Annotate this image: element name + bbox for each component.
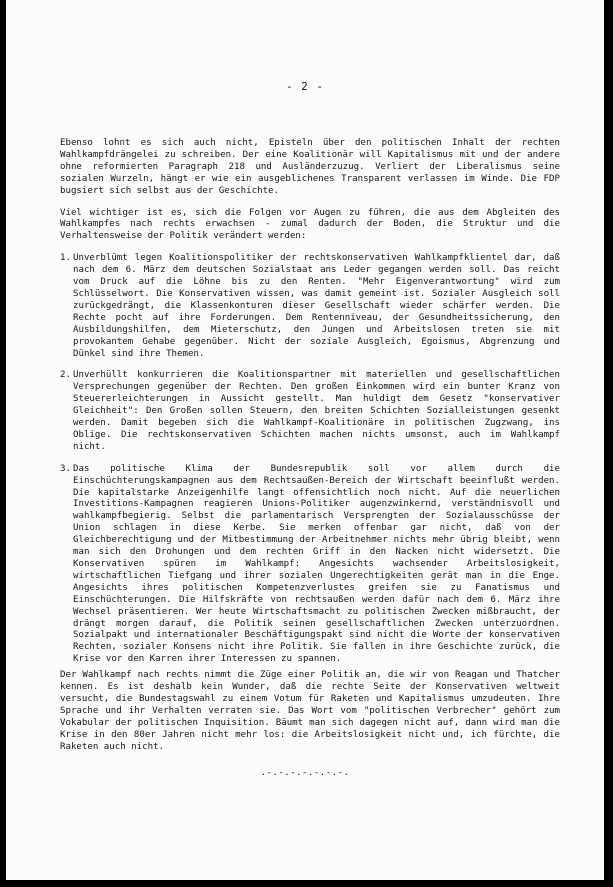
list-item-number: 1.	[60, 253, 71, 264]
list-item	[60, 370, 560, 453]
paragraph-gap	[60, 243, 560, 253]
numbered-list	[60, 253, 560, 666]
list-item-number: 2.	[60, 370, 71, 381]
paragraph-intro: Ebenso lohnt es sich auch nicht, Episteln über den politischen Inhalt der rechten Wahlkampfdrängelei zu schreiben. Der eine Koalitionär will Kapitalismus mit und der andere ohne reformierten Paragraph 218 und Ausländerzuzug. Verliert der Liberalismus seine sozialen Wurzeln, hängt er wie ein ausgeblichenes Transparent verlassen im Winde. Die FDP bugsiert sich selbst aus der Geschichte.	[60, 138, 560, 196]
list-item	[60, 253, 560, 360]
end-separator: .-.-.-.-.-.-.-.	[260, 768, 350, 778]
list-item-text: Unverblümt legen Koalitionspolitiker der rechtskonservativen Wahlkampfklientel dar, daß nach dem 6. März dem deutschen Sozialstaat ans Leder gegangen werden soll. Das reicht vom Druck auf die Löhne bis zu den Renten. "Mehr Eigenverantwortung" wird zum Schlüsselwort. Die Konservativen wissen, was damit gemeint ist. Sozialer Ausgleich soll zurückgedrängt, die Klassenkonturen dieser Gesellschaft wieder schärfer werden. Die Rechte pocht auf ihre Forderungen. Dem Rentenniveau, der Gesundheitssicherung, den Ausbildungshilfen, dem Mieterschutz, den Jungen und Arbeitslosen treten sie mit provokantem Gehabe gegenüber. Nicht der soziale Ausgleich, Egoismus, Abgrenzung und Dünkel sind ihre Themen.	[73, 253, 560, 359]
list-item-text: Unverhüllt konkurrieren die Koalitionspartner mit materiellen und gesellschaftlichen Versprechungen gegenüber der Rechten. Den großen Einkommen wird ein bunter Kranz von Steuererleichterungen in Aussicht gestellt. Man huldigt dem Gesetz "konservativer Gleichheit": Den Großen sollen Steuern, den breiten Schichten Sozialleistungen gesenkt werden. Damit begeben sich die Wahlkampf-Koalitionäre in politischen Zugzwang, ins Oblige. Die rechtskonservativen Schichten machen nichts umsonst, auch im Wahlkampf nicht.	[73, 370, 560, 452]
list-item	[60, 464, 560, 666]
paragraph-gap	[60, 454, 560, 464]
paragraph-consequences: Viel wichtiger ist es, sich die Folgen vor Augen zu führen, die aus dem Abgleiten des Wahlkampfes nach rechts erwachsen - zumal dadurch der Boden, die Struktur und die Verhaltensweise der Politik verändert werden:	[60, 207, 560, 242]
paragraph-gap	[60, 360, 560, 370]
document-page	[6, 0, 604, 880]
paragraph-conclusion: Der Wahlkampf nach rechts nimmt die Züge einer Politik an, die wir von Reagan und Thatcher kennen. Es ist deshalb kein Wunder, daß die rechte Seite der Konservativen weltweit versucht, die Bundestagswahl zu einem Votum für Raketen und Kapitalismus umzudeuten. Ihre Sprache und ihr Verhalten verraten sie. Das Wort vom "politischen Verbrecher" gehört zum Vokabular der politischen Inquisition. Bäumt man sich dagegen nicht auf, dann wird man die Krise in den 80er Jahren nicht mehr los: die Arbeitslosigkeit nicht und, ich fürchte, die Raketen auch nicht.	[60, 670, 560, 752]
list-item-text: Das politische Klima der Bundesrepublik soll vor allem durch die Einschüchterungskampagnen aus dem Rechtsaußen-Bereich der Wirtschaft beeinflußt werden. Die kapitalstarke Anzeigenhilfe langt offensichtlich noch nicht. Auf die neuerlichen Investitions-Kampagnen reagieren Unions-Politiker augenzwinkernd, verständnisvoll und wahlkampfbegierig. Selbst die parlamentarisch Versprengten der Sozialausschüsse der Union schlagen in diese Kerbe. Sie merken offenbar gar nicht, daß von der Gleichberechtigung und der Mitbestimmung der Arbeitnehmer nichts mehr übrig bleibt, wenn man sich den Drohungen und dem rechten Griff in den Nacken nicht widersetzt. Die Konservativen spüren im Wahlkampf: Angesichts wachsender Arbeitslosigkeit, wirtschaftlichen Tiefgang und ihrer sozialen Ungerechtigkeiten gerät man in die Enge. Angesichts ihres politischen Kompetenzverlustes greifen sie zu Fanatismus und Einschüchterungen. Die Hilfskräfte von rechtsaußen werden dafür nach dem 6. März ihre Wechsel präsentieren. Wer heute Wirtschaftsmacht zu politischen Zwecken mißbraucht, der drängt morgen darauf, die Politik seinen gesellschaftlichen Zwecken unterzuordnen. Sozialpakt und internationaler Beschäftigungspakt sind nicht die Worte der konservativen Rechten, sozialer Konsens nicht ihre Politik. Sie fallen in ihre Geschichte zurück, die Krise vor den Karren ihrer Interessen zu spannen.	[73, 463, 560, 665]
list-item-number: 3.	[60, 463, 71, 474]
document-body	[60, 138, 560, 754]
page-number: - 2 -	[285, 80, 325, 93]
paragraph-gap	[60, 198, 560, 208]
